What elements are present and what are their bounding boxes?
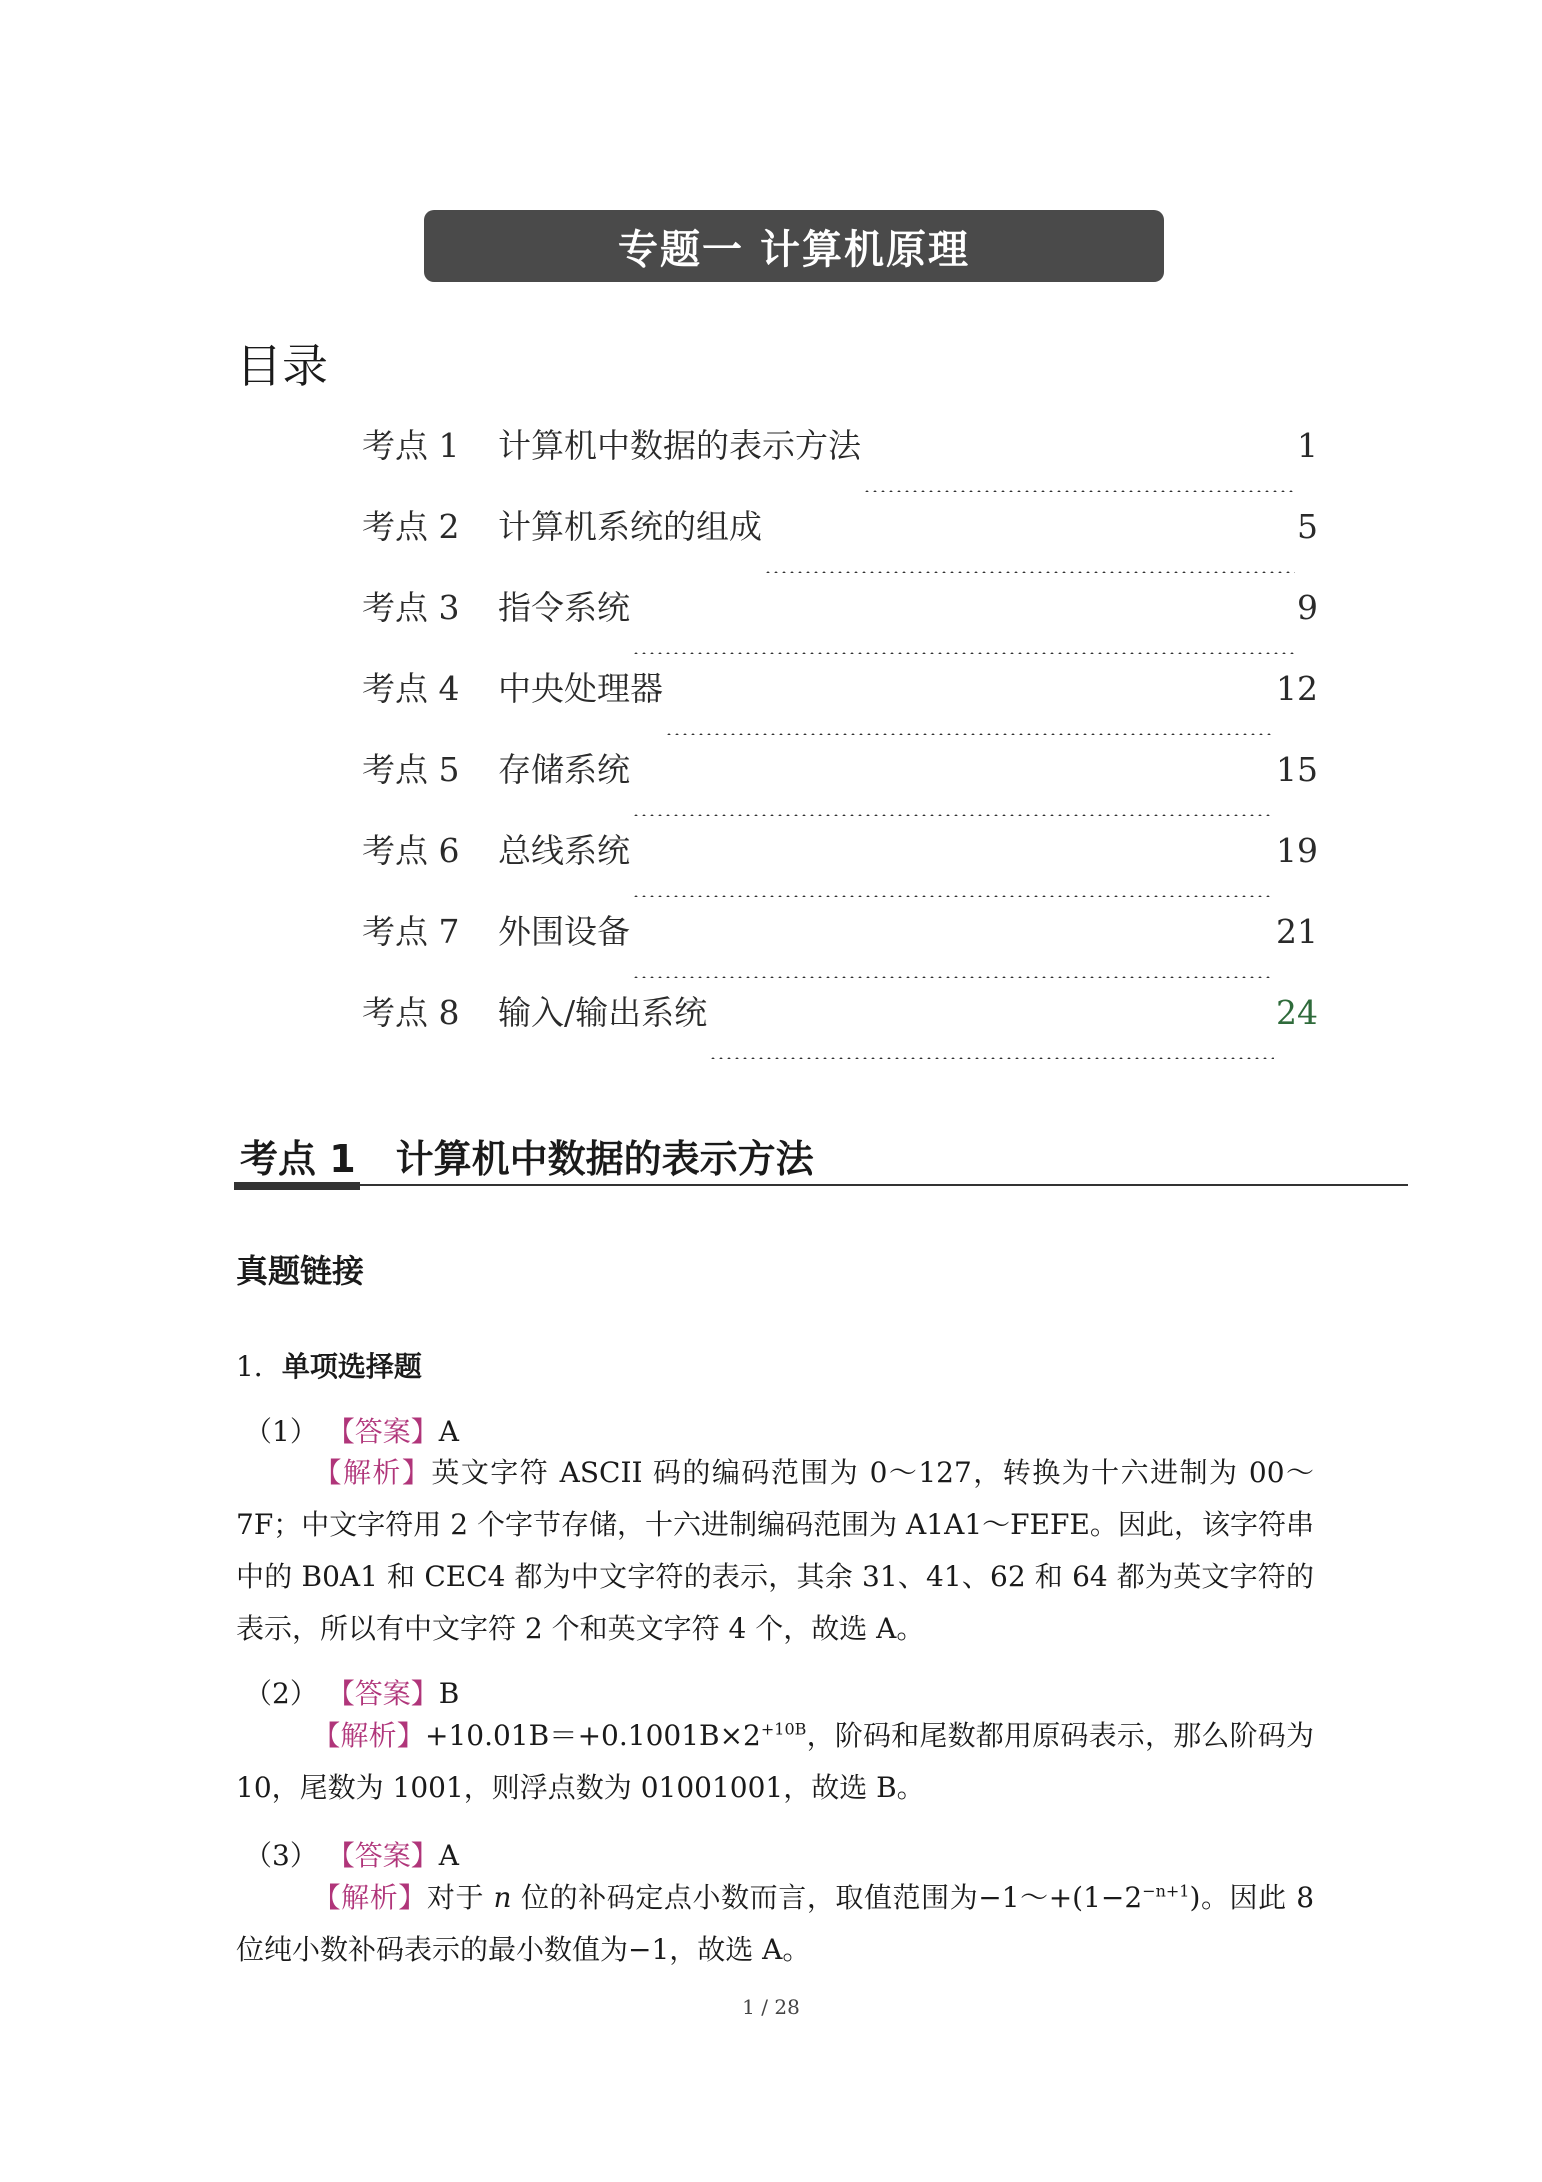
exponent: +10B [760, 1719, 807, 1739]
answer-value: A [438, 1415, 459, 1448]
analysis-text: )。因此 8 位纯小数补码表示的最小数值为−1，故选 A。 [236, 1881, 1315, 1966]
toc-entry-page: 15 [1276, 750, 1318, 789]
toc-entry-title: 计算机中数据的表示方法 [498, 426, 861, 465]
toc-entry-number: 考点 4 [362, 669, 460, 708]
question-type-number: 1． [236, 1350, 282, 1383]
toc-entry-page: 24 [1276, 993, 1318, 1032]
toc-leader-dots [709, 1057, 1274, 1059]
toc-entry-title: 外围设备 [498, 912, 630, 951]
toc-entry-title: 总线系统 [498, 831, 630, 870]
answer-tag: 【答案】 [326, 1415, 439, 1448]
toc-entry[interactable] [362, 987, 1318, 1068]
page-number: 1 / 28 [742, 1995, 800, 2019]
toc-entry[interactable] [362, 825, 1318, 906]
toc-entry-page: 19 [1276, 831, 1318, 870]
toc-entry[interactable] [362, 420, 1318, 501]
chapter-banner [424, 210, 1164, 282]
analysis-text: +10.01B＝+0.1001B×2 [425, 1719, 761, 1752]
section-rule-accent [234, 1182, 360, 1190]
sub-heading: 真题链接 [236, 1252, 365, 1290]
analysis-text: 对于 [426, 1881, 494, 1914]
analysis-tag: 【解析】 [312, 1881, 427, 1914]
toc-entry-page: 9 [1297, 588, 1318, 627]
item-label: （1） [244, 1415, 318, 1448]
answer-line [244, 1834, 459, 1874]
question-type-label: 单项选择题 [281, 1350, 422, 1383]
analysis-text: ，阶码和尾数都用原码表示，那么阶码为 10，尾数为 1001，则浮点数为 01001001，故选 B。 [236, 1719, 1314, 1804]
toc-entry-number: 考点 5 [362, 750, 460, 789]
toc-entry-page: 21 [1276, 912, 1318, 951]
toc-entry[interactable] [362, 663, 1318, 744]
toc-entry-title: 存储系统 [498, 750, 630, 789]
toc-entry-title: 指令系统 [498, 588, 630, 627]
toc-entry-number: 考点 2 [362, 507, 460, 546]
toc-heading: 目录 [236, 339, 328, 393]
toc-entry-page: 12 [1276, 669, 1318, 708]
analysis-tag: 【解析】 [312, 1456, 432, 1489]
analysis-text: 英文字符 ASCII 码的编码范围为 0～127，转换为十六进制为 00～7F；中文字符用 2 个字节存储，十六进制编码范围为 A1A1～FEFE。因此，该字符串中的 B0A1 和 CEC4 都为中文字符的表示，其余 31、41、62 和 64 都为英文字符的表示，所以有中文字符 2 个和英文字符 4 个，故选 A。 [236, 1456, 1314, 1645]
analysis-paragraph [236, 1447, 1314, 1655]
analysis-tag: 【解析】 [312, 1719, 425, 1752]
analysis-text: 位的补码定点小数而言，取值范围为−1～+(1−2 [511, 1881, 1143, 1914]
toc-entry-number: 考点 7 [362, 912, 460, 951]
toc-leader-dots [632, 895, 1274, 897]
toc-leader-dots [632, 814, 1274, 816]
answer-tag: 【答案】 [326, 1677, 439, 1710]
variable-n: n [493, 1881, 512, 1914]
section-number: 考点 1 [240, 1137, 356, 1181]
toc-entry-number: 考点 3 [362, 588, 460, 627]
toc-leader-dots [632, 976, 1274, 978]
toc-entry-title: 计算机系统的组成 [498, 507, 762, 546]
item-label: （3） [244, 1839, 318, 1872]
toc-entry-number: 考点 8 [362, 993, 460, 1032]
toc-leader-dots [665, 733, 1274, 735]
answer-line [244, 1672, 459, 1712]
toc-entry[interactable] [362, 582, 1318, 663]
toc-leader-dots [632, 652, 1295, 654]
toc-entry-page: 5 [1297, 507, 1318, 546]
section-title [240, 1128, 814, 1183]
chapter-title: 专题一 计算机原理 [618, 226, 970, 273]
section-title-text: 计算机中数据的表示方法 [395, 1137, 814, 1181]
toc-entry-page: 1 [1297, 426, 1318, 465]
toc-leader-dots [863, 490, 1295, 492]
answer-tag: 【答案】 [326, 1839, 439, 1872]
item-label: （2） [244, 1677, 318, 1710]
toc-entry-title: 输入/输出系统 [498, 993, 708, 1032]
answer-value: A [438, 1839, 459, 1872]
toc-entry[interactable] [362, 906, 1318, 987]
toc-entry[interactable] [362, 744, 1318, 825]
analysis-paragraph [236, 1872, 1314, 1976]
question-type-heading [236, 1345, 422, 1385]
section-rule [234, 1184, 1408, 1186]
toc-entry-number: 考点 1 [362, 426, 460, 465]
exponent: −n+1 [1142, 1881, 1190, 1901]
answer-line [244, 1410, 459, 1450]
table-of-contents [362, 420, 1318, 1068]
answer-value: B [438, 1677, 460, 1710]
analysis-paragraph [236, 1710, 1314, 1814]
toc-entry-title: 中央处理器 [498, 669, 663, 708]
toc-entry[interactable] [362, 501, 1318, 582]
toc-entry-number: 考点 6 [362, 831, 460, 870]
toc-leader-dots [764, 571, 1295, 573]
